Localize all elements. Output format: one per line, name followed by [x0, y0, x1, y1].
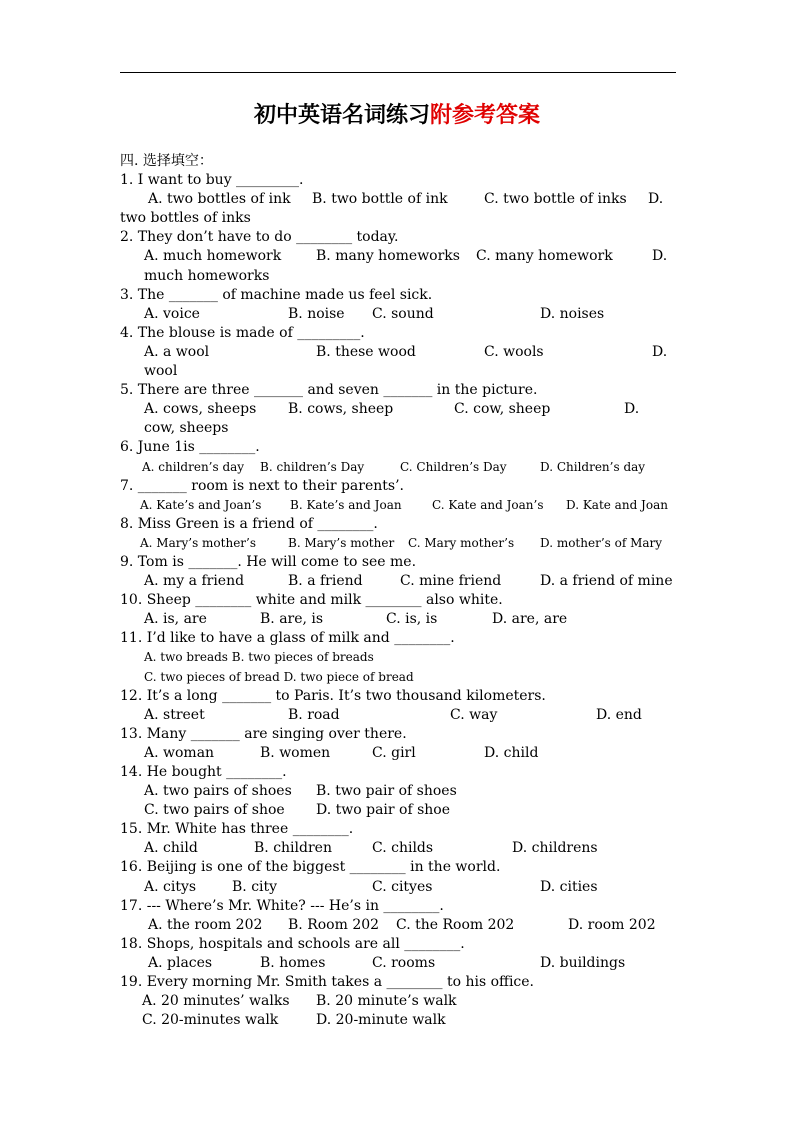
question-line: 13. Many _______ are singing over there.: [120, 725, 407, 742]
answer-option: A. places: [148, 954, 213, 971]
question-line: much homeworks: [144, 267, 270, 284]
exercise-content: [120, 152, 680, 1030]
answer-option: B. road: [288, 706, 340, 723]
question-line: A. two breads B. two pieces of breads: [144, 650, 374, 665]
answer-option: D. buildings: [540, 954, 626, 971]
answer-option: B. Mary’s mother: [288, 535, 395, 550]
answer-option: A. street: [144, 706, 205, 723]
options-row: [120, 610, 680, 629]
question-line: 7. _______ room is next to their parents’.: [120, 477, 404, 494]
answer-option: A. citys: [144, 878, 197, 895]
question-line: cow, sheeps: [144, 420, 229, 437]
answer-option: C. 20-minutes walk: [142, 1012, 279, 1029]
answer-option: C. Children’s Day: [400, 459, 507, 474]
answer-option: B. cows, sheep: [288, 401, 394, 418]
answer-option: B. children: [254, 840, 332, 857]
options-row: [120, 1011, 680, 1030]
answer-option: A. is, are: [144, 611, 207, 628]
options-row: [120, 534, 680, 553]
answer-option: A. woman: [144, 744, 215, 761]
answer-option: B. a friend: [288, 573, 363, 590]
question-line: 2. They don’t have to do ________ today.: [120, 229, 399, 246]
question-line: 10. Sheep ________ white and milk ________ also white.: [120, 592, 503, 609]
header-rule: [120, 72, 676, 73]
answer-option: C. the Room 202: [396, 916, 515, 933]
answer-option: C. rooms: [372, 954, 436, 971]
answer-option: D. cities: [540, 878, 598, 895]
question-line: 14. He bought ________.: [120, 764, 287, 780]
answer-option: C. childs: [372, 840, 434, 857]
question-line: C. two pieces of bread D. two piece of bread: [144, 669, 414, 684]
answer-option: C. cityes: [372, 878, 433, 895]
question-line: two bottles of inks: [120, 210, 251, 227]
question-line: 9. Tom is _______. He will come to see me.: [120, 553, 417, 570]
answer-option: D.: [652, 343, 668, 360]
options-row: [120, 400, 680, 419]
options-row: [120, 305, 680, 324]
options-row: [120, 839, 680, 858]
answer-option: A. Mary’s mother’s: [140, 535, 257, 550]
answer-option: C. cow, sheep: [454, 401, 551, 418]
answer-option: D. noises: [540, 305, 605, 322]
question-line: 8. Miss Green is a friend of ________.: [120, 515, 378, 532]
options-row: [120, 706, 680, 725]
question-line: 12. It’s a long _______ to Paris. It’s two thousand kilometers.: [120, 687, 546, 704]
question-line: 15. Mr. White has three ________.: [120, 821, 354, 838]
answer-option: C. mine friend: [400, 573, 502, 590]
answer-option: A. the room 202: [148, 916, 263, 933]
title-main: 初中英语名词练习: [253, 102, 430, 128]
question-line: 11. I’d like to have a glass of milk and ________.: [120, 630, 455, 647]
options-row: [120, 801, 680, 820]
answer-option: B. 20 minute’s walk: [316, 993, 457, 1010]
answer-option: A. cows, sheeps: [144, 401, 257, 418]
answer-option: A. much homework: [144, 248, 282, 265]
answer-option: B. noise: [288, 305, 345, 322]
answer-option: C. way: [450, 706, 498, 723]
question-line: 16. Beijing is one of the biggest ________ in the world.: [120, 859, 501, 876]
options-row: [120, 190, 680, 209]
answer-option: C. Mary mother’s: [408, 535, 515, 550]
answer-option: C. wools: [484, 343, 544, 360]
answer-option: D. end: [596, 706, 642, 723]
answer-option: C. sound: [372, 305, 434, 322]
answer-option: D. room 202: [568, 916, 656, 933]
title-highlight: 附参考答案: [430, 102, 541, 128]
question-line: 17. --- Where’s Mr. White? --- He’s in ________.: [120, 897, 444, 914]
question-line: 18. Shops, hospitals and schools are all ________.: [120, 935, 465, 952]
options-row: [120, 343, 680, 362]
question-line: 1. I want to buy _________.: [120, 172, 304, 189]
answer-option: A. a wool: [144, 343, 210, 360]
question-line: 3. The _______ of machine made us feel sick.: [120, 286, 433, 303]
answer-option: B. many homeworks: [316, 248, 460, 265]
page-title: [0, 98, 794, 129]
answer-option: A. child: [144, 840, 198, 857]
section-heading: 四. 选择填空：: [120, 153, 213, 169]
options-row: [120, 744, 680, 763]
answer-option: B. children’s Day: [260, 459, 365, 474]
answer-option: D. childrens: [512, 840, 598, 857]
answer-option: D. are, are: [492, 611, 568, 628]
options-row: [120, 992, 680, 1011]
options-row: [120, 782, 680, 801]
question-line: 19. Every morning Mr. Smith takes a ________ to his office.: [120, 974, 535, 991]
answer-option: B. these wood: [316, 343, 416, 360]
answer-option: D. Kate and Joan: [566, 497, 668, 512]
options-row: [120, 496, 680, 515]
options-row: [120, 916, 680, 935]
answer-option: B. city: [232, 878, 278, 895]
answer-option: D. two pair of shoe: [316, 802, 451, 819]
answer-option: A. Kate’s and Joan’s: [140, 497, 262, 512]
answer-option: A. two bottles of ink: [148, 191, 291, 208]
options-row: [120, 954, 680, 973]
answer-option: A. voice: [144, 305, 200, 322]
answer-option: A. 20 minutes’ walks: [142, 993, 290, 1010]
options-row: [120, 572, 680, 591]
question-line: 4. The blouse is made of _________.: [120, 324, 365, 341]
answer-option: D. child: [484, 744, 539, 761]
answer-option: D.: [648, 191, 664, 208]
answer-option: D. a friend of mine: [540, 573, 673, 590]
question-line: wool: [144, 363, 178, 380]
options-row: [120, 458, 680, 477]
answer-option: B. women: [260, 744, 331, 761]
answer-option: B. homes: [260, 954, 326, 971]
answer-option: C. girl: [372, 744, 416, 761]
answer-option: D.: [652, 248, 668, 265]
answer-option: C. two pairs of shoe: [144, 802, 285, 819]
options-row: [120, 247, 680, 266]
answer-option: C. is, is: [386, 611, 438, 628]
answer-option: D.: [624, 401, 640, 418]
answer-option: D. Children’s day: [540, 459, 646, 474]
answer-option: A. children’s day: [142, 459, 245, 474]
answer-option: B. are, is: [260, 611, 324, 628]
answer-option: D. mother’s of Mary: [540, 535, 663, 550]
question-line: 5. There are three _______ and seven _______ in the picture.: [120, 382, 538, 399]
answer-option: A. two pairs of shoes: [144, 783, 292, 800]
answer-option: C. Kate and Joan’s: [432, 497, 544, 512]
options-row: [120, 878, 680, 897]
answer-option: D. 20-minute walk: [316, 1012, 446, 1029]
answer-option: C. many homework: [476, 248, 613, 265]
answer-option: B. Room 202: [288, 916, 380, 933]
answer-option: C. two bottle of inks: [484, 191, 627, 208]
answer-option: B. two pair of shoes: [316, 783, 457, 800]
answer-option: A. my a friend: [144, 573, 245, 590]
answer-option: B. two bottle of ink: [312, 191, 448, 208]
answer-option: B. Kate’s and Joan: [290, 497, 402, 512]
question-line: 6. June 1is ________.: [120, 439, 260, 456]
